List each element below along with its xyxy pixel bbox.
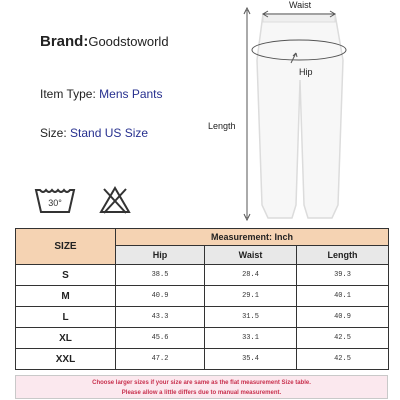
size-header: SIZE (16, 229, 116, 265)
waist-value: 29.1 (205, 286, 297, 307)
length-label: Length (208, 121, 236, 131)
table-row (16, 328, 389, 349)
size-value: Stand US Size (70, 126, 149, 140)
column-header-waist: Waist (205, 246, 297, 265)
table-row (16, 286, 389, 307)
table-row (16, 265, 389, 286)
hip-label: Hip (299, 67, 313, 77)
size-label: Size: (40, 126, 67, 140)
length-value: 40.1 (297, 286, 389, 307)
hip-value: 47.2 (116, 349, 205, 370)
item-type-value: Mens Pants (99, 87, 163, 101)
sizing-note-line1: Choose larger sizes if your size are same as the flat measurement Size table. (92, 380, 311, 386)
row-size: XL (16, 328, 116, 349)
length-value: 42.5 (297, 328, 389, 349)
pants-illustration (200, 0, 400, 225)
row-size: XXL (16, 349, 116, 370)
brand-label: Brand: (40, 33, 89, 50)
row-size: S (16, 265, 116, 286)
no-bleach-icon (98, 185, 132, 215)
column-header-hip: Hip (116, 246, 205, 265)
waist-label: Waist (289, 0, 312, 10)
waist-value: 35.4 (205, 349, 297, 370)
hip-value: 45.6 (116, 328, 205, 349)
size-table (15, 228, 389, 370)
measurement-header: Measurement: Inch (116, 229, 389, 246)
item-type-label: Item Type: (40, 87, 96, 101)
column-header-length: Length (297, 246, 389, 265)
size-line (40, 126, 148, 140)
wash-30-icon (34, 185, 76, 215)
table-row (16, 307, 389, 328)
hip-value: 43.3 (116, 307, 205, 328)
sizing-note (15, 375, 388, 399)
waist-value: 28.4 (205, 265, 297, 286)
length-value: 40.9 (297, 307, 389, 328)
row-size: M (16, 286, 116, 307)
hip-value: 40.9 (116, 286, 205, 307)
table-row (16, 349, 389, 370)
pants-figure (200, 0, 400, 225)
row-size: L (16, 307, 116, 328)
brand-line (40, 33, 169, 50)
brand-value: Goodstoworld (88, 34, 169, 49)
sizing-note-line2: Please allow a little differs due to manual measurement. (121, 390, 282, 396)
item-type-line (40, 87, 163, 101)
waist-value: 31.5 (205, 307, 297, 328)
hip-value: 38.5 (116, 265, 205, 286)
length-value: 42.5 (297, 349, 389, 370)
waist-value: 33.1 (205, 328, 297, 349)
length-value: 39.3 (297, 265, 389, 286)
wash-temp: 30° (48, 198, 62, 208)
